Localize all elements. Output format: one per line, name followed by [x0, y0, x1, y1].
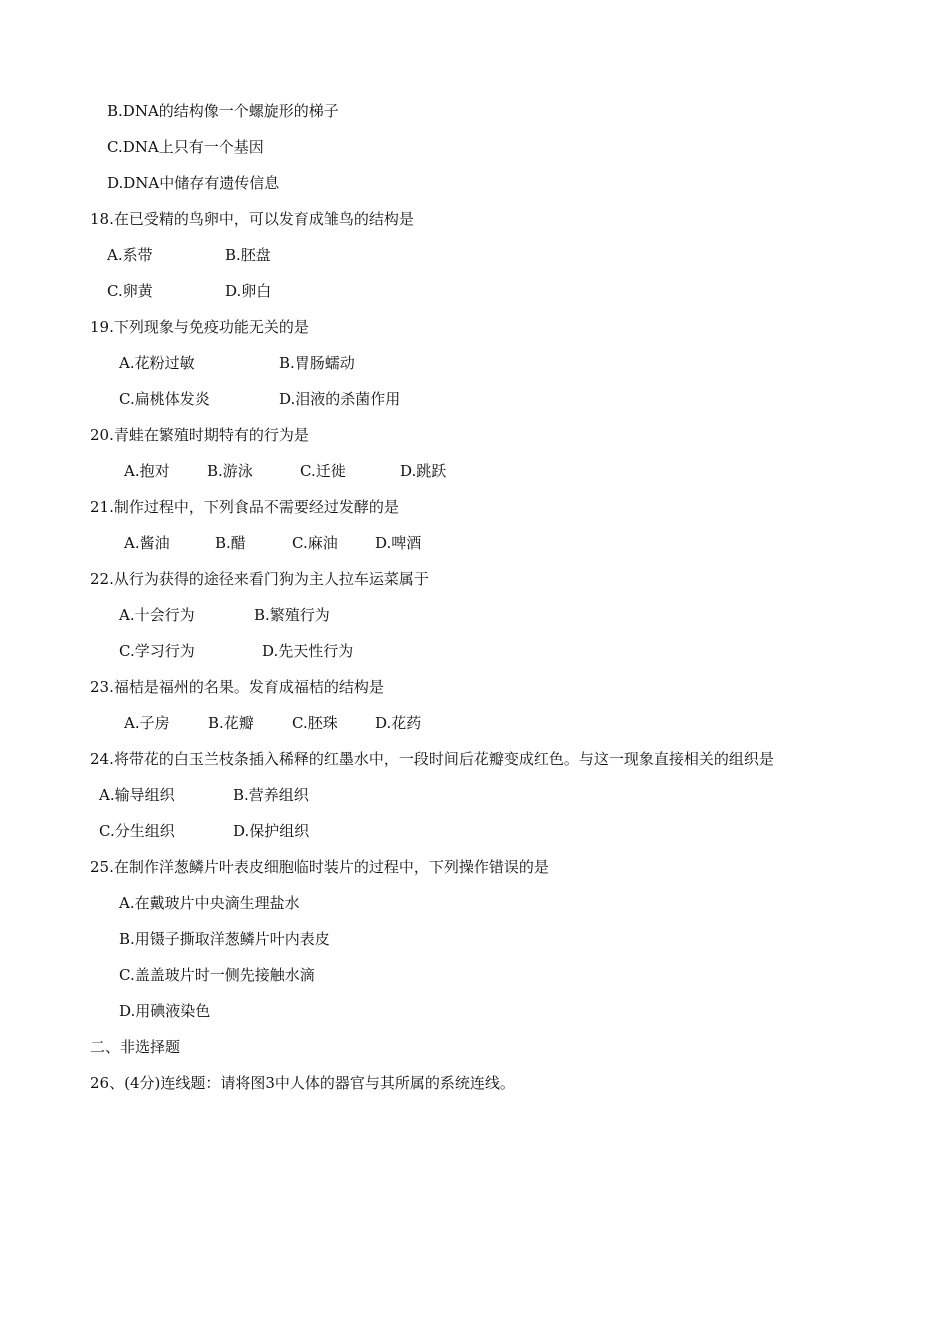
q21-stem: 21.制作过程中，下列食品不需要经过发酵的是 — [90, 498, 399, 516]
q25-option-d: D.用碘液染色 — [119, 1002, 211, 1020]
q18-option-b: B.胚盘 — [225, 246, 271, 264]
q23-option-c: C.胚珠 — [292, 714, 338, 732]
q19-stem: 19.下列现象与免疫功能无关的是 — [90, 318, 309, 336]
q17-option-b: B.DNA的结构像一个螺旋形的梯子 — [107, 102, 339, 120]
q21-option-d: D.啤酒 — [375, 534, 422, 552]
q26-stem: 26、(4分)连线题：请将图3中人体的器官与其所属的系统连线。 — [90, 1074, 515, 1092]
q21-option-a: A.酱油 — [124, 534, 170, 552]
q24-option-a: A.输导组织 — [99, 786, 175, 804]
q24-stem: 24.将带花的白玉兰枝条插入稀释的红墨水中，一段时间后花瓣变成红色。与这一现象直接相关的组织是 — [90, 750, 774, 768]
q20-option-d: D.跳跃 — [400, 462, 447, 480]
section-heading: 二、非选择题 — [90, 1038, 181, 1056]
q22-stem: 22.从行为获得的途径来看门狗为主人拉车运菜属于 — [90, 570, 429, 588]
q17-option-c: C.DNA上只有一个基因 — [107, 138, 264, 156]
q20-option-c: C.迁徙 — [300, 462, 346, 480]
q19-option-c: C.扁桃体发炎 — [119, 390, 210, 408]
q22-option-b: B.繁殖行为 — [254, 606, 330, 624]
q18-option-a: A.系带 — [107, 246, 153, 264]
q18-option-c: C.卵黄 — [107, 282, 153, 300]
q25-stem: 25.在制作洋葱鳞片叶表皮细胞临时装片的过程中，下列操作错误的是 — [90, 858, 549, 876]
q25-option-a: A.在戴玻片中央滴生理盐水 — [119, 894, 300, 912]
q23-option-d: D.花药 — [375, 714, 422, 732]
q19-option-d: D.泪液的杀菌作用 — [279, 390, 401, 408]
q19-option-a: A.花粉过敏 — [119, 354, 195, 372]
q19-option-b: B.胃肠蠕动 — [279, 354, 355, 372]
q23-stem: 23.福桔是福州的名果。发育成福桔的结构是 — [90, 678, 384, 696]
q24-option-c: C.分生组织 — [99, 822, 175, 840]
q24-option-d: D.保护组织 — [233, 822, 310, 840]
q21-option-b: B.醋 — [215, 534, 246, 552]
q23-option-a: A.子房 — [124, 714, 170, 732]
q17-option-d: D.DNA中储存有遗传信息 — [107, 174, 280, 192]
q21-option-c: C.麻油 — [292, 534, 338, 552]
q22-option-d: D.先天性行为 — [262, 642, 354, 660]
q20-option-a: A.抱对 — [124, 462, 170, 480]
q23-option-b: B.花瓣 — [208, 714, 254, 732]
q25-option-c: C.盖盖玻片时一侧先接触水滴 — [119, 966, 315, 984]
q25-option-b: B.用镊子撕取洋葱鳞片叶内表皮 — [119, 930, 330, 948]
q22-option-a: A.十会行为 — [119, 606, 195, 624]
q22-option-c: C.学习行为 — [119, 642, 195, 660]
q20-stem: 20.青蛙在繁殖时期特有的行为是 — [90, 426, 309, 444]
q18-stem: 18.在已受精的鸟卵中，可以发育成雏鸟的结构是 — [90, 210, 414, 228]
q24-option-b: B.营养组织 — [233, 786, 309, 804]
q18-option-d: D.卵白 — [225, 282, 272, 300]
q20-option-b: B.游泳 — [207, 462, 253, 480]
